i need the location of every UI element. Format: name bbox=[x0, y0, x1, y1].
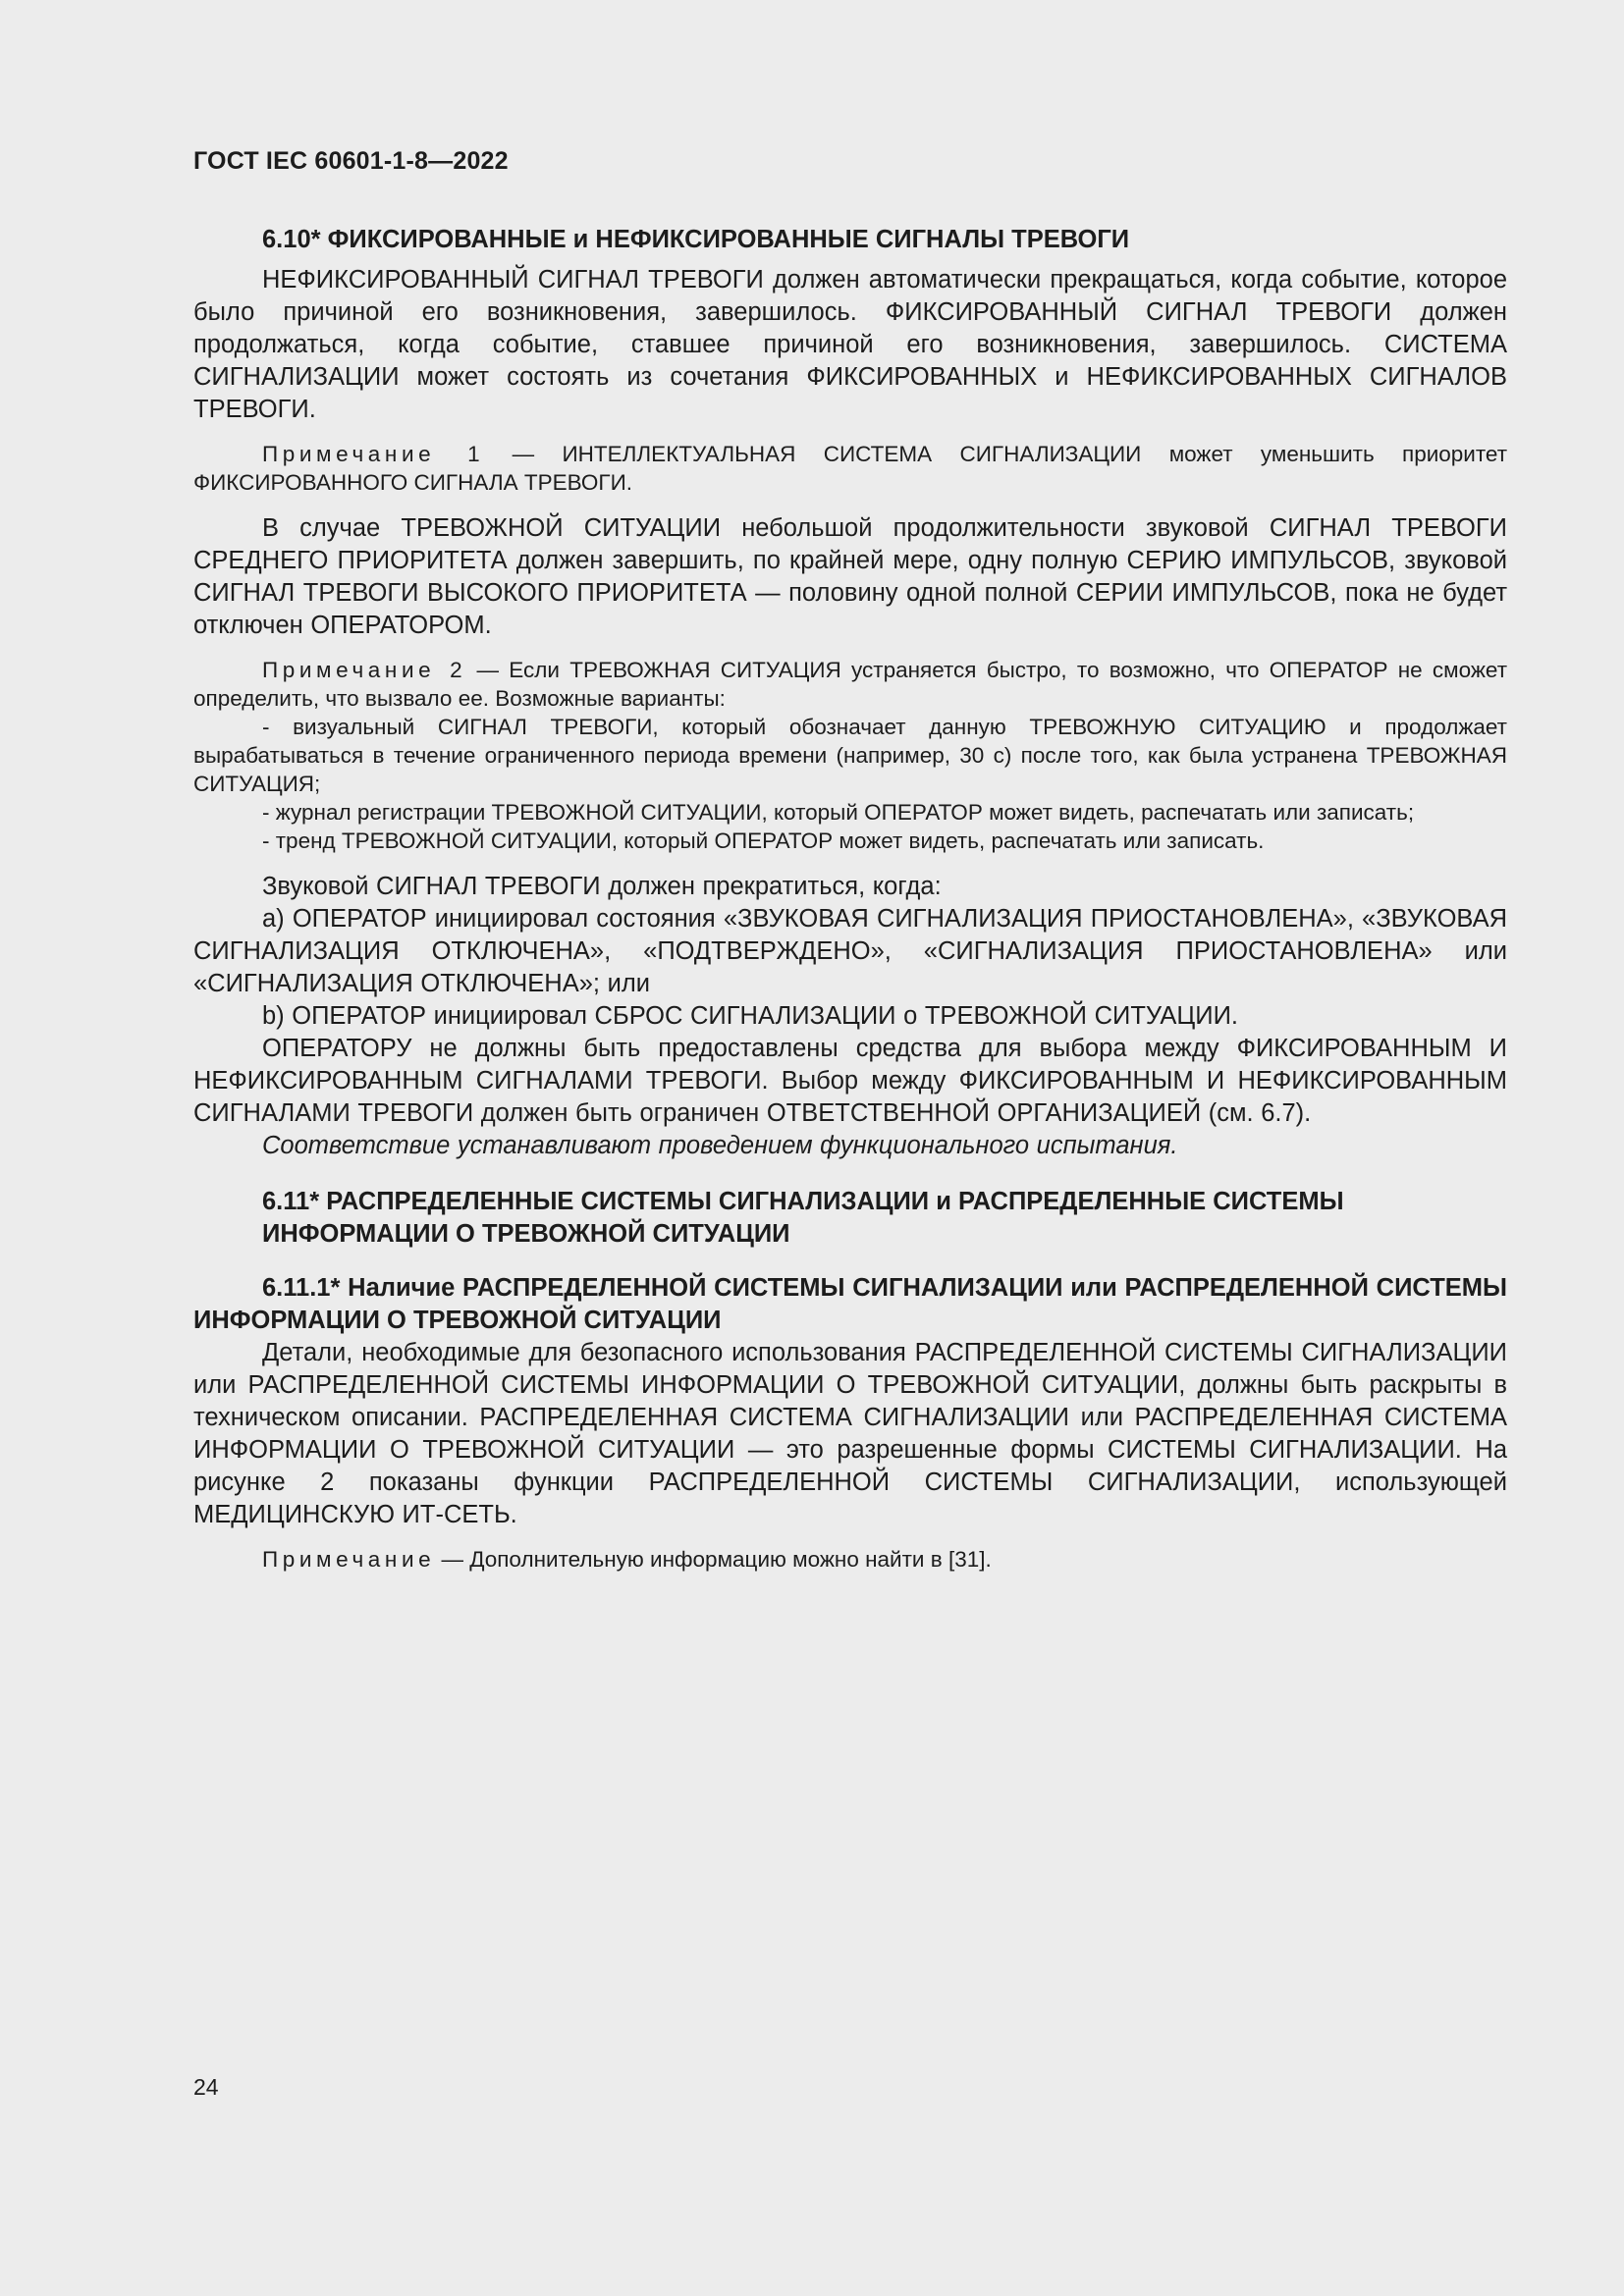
note-3 bbox=[193, 1545, 1507, 1574]
section-6-10-paragraph-3: Звуковой СИГНАЛ ТРЕВОГИ должен прекратиться, когда: bbox=[262, 873, 942, 900]
note-2-text: — Если ТРЕВОЖНАЯ СИТУАЦИЯ устраняется быстро, то возможно, что ОПЕРАТОР не сможет определить, что вызвало ее. Возможные варианты: bbox=[193, 658, 1508, 711]
section-6-10-paragraph-4: ОПЕРАТОРУ не должны быть предоставлены средства для выбора между ФИКСИРОВАННЫМ И НЕФИКСИРОВАННЫМ СИГНАЛАМИ ТРЕВОГИ. Выбор между ФИКСИРОВАННЫМ И НЕФИКСИРОВАННЫМ СИГНАЛАМИ ТРЕВОГИ должен быть ограничен ОТВЕТСТВЕННОЙ ОРГАНИЗАЦИЕЙ (см. 6.7). bbox=[193, 1035, 1507, 1127]
section-6-10-title: 6.10* ФИКСИРОВАННЫЕ и НЕФИКСИРОВАННЫЕ СИГНАЛЫ ТРЕВОГИ bbox=[262, 226, 1130, 253]
note-2-label: Примечание 2 bbox=[262, 658, 467, 682]
note-2-bullet: - тренд ТРЕВОЖНОЙ СИТУАЦИИ, который ОПЕРАТОР может видеть, распечатать или записать. bbox=[262, 828, 1265, 853]
note-3-text: — Дополнительную информацию можно найти в [31]. bbox=[435, 1547, 992, 1572]
note-1 bbox=[193, 440, 1507, 497]
section-6-11-1-title: 6.11.1* Наличие РАСПРЕДЕЛЕННОЙ СИСТЕМЫ СИГНАЛИЗАЦИИ или РАСПРЕДЕЛЕННОЙ СИСТЕМЫ ИНФОРМАЦИИ О ТРЕВОЖНОЙ СИТУАЦИИ bbox=[193, 1274, 1507, 1334]
note-3-label: Примечание bbox=[262, 1547, 436, 1572]
list-item-b: b) ОПЕРАТОР инициировал СБРОС СИГНАЛИЗАЦИИ о ТРЕВОЖНОЙ СИТУАЦИИ. bbox=[262, 1002, 1239, 1030]
section-6-10-paragraph-2: В случае ТРЕВОЖНОЙ СИТУАЦИИ небольшой продолжительности звуковой СИГНАЛ ТРЕВОГИ СРЕДНЕГО ПРИОРИТЕТА должен завершить, по крайней мере, одну полную СЕРИЮ ИМПУЛЬСОВ, звуковой СИГНАЛ ТРЕВОГИ ВЫСОКОГО ПРИОРИТЕТА — половину одной полной СЕРИИ ИМПУЛЬСОВ, пока не будет отключен ОПЕРАТОРОМ. bbox=[193, 514, 1507, 639]
note-2-bullet: - визуальный СИГНАЛ ТРЕВОГИ, который обозначает данную ТРЕВОЖНУЮ СИТУАЦИЮ и продолжает вырабатываться в течение ограниченного периода времени (например, 30 с) после того, как была устранена ТРЕВОЖНАЯ СИТУАЦИЯ; bbox=[193, 715, 1507, 796]
section-6-10-paragraph-1: НЕФИКСИРОВАННЫЙ СИГНАЛ ТРЕВОГИ должен автоматически прекращаться, когда событие, которое было причиной его возникновения, завершилось. ФИКСИРОВАННЫЙ СИГНАЛ ТРЕВОГИ должен продолжаться, когда событие, ставшее причиной его возникновения, завершилось. СИСТЕМА СИГНАЛИЗАЦИИ может состоять из сочетания ФИКСИРОВАННЫХ и НЕФИКСИРОВАННЫХ СИГНАЛОВ ТРЕВОГИ. bbox=[193, 266, 1507, 423]
note-1-text: — ИНТЕЛЛЕКТУАЛЬНАЯ СИСТЕМА СИГНАЛИЗАЦИИ может уменьшить приоритет ФИКСИРОВАННОГО СИГНАЛА ТРЕВОГИ. bbox=[193, 442, 1507, 495]
page-number: 24 bbox=[193, 2074, 219, 2100]
note-1-label: Примечание 1 bbox=[262, 442, 485, 466]
document-code-header: ГОСТ IEC 60601-1-8—2022 bbox=[193, 147, 509, 175]
note-2-bullet: - журнал регистрации ТРЕВОЖНОЙ СИТУАЦИИ, который ОПЕРАТОР может видеть, распечатать или записать; bbox=[262, 800, 1415, 825]
page-content bbox=[193, 224, 1507, 1574]
section-6-11-1-paragraph: Детали, необходимые для безопасного использования РАСПРЕДЕЛЕННОЙ СИСТЕМЫ СИГНАЛИЗАЦИИ или РАСПРЕДЕЛЕННОЙ СИСТЕМЫ ИНФОРМАЦИИ О ТРЕВОЖНОЙ СИТУАЦИИ, должны быть раскрыты в техническом описании. РАСПРЕДЕЛЕННАЯ СИСТЕМА СИГНАЛИЗАЦИИ или РАСПРЕДЕЛЕННАЯ СИСТЕМА ИНФОРМАЦИИ О ТРЕВОЖНОЙ СИТУАЦИИ — это разрешенные формы СИСТЕМЫ СИГНАЛИЗАЦИИ. На рисунке 2 показаны функции РАСПРЕДЕЛЕННОЙ СИСТЕМЫ СИГНАЛИЗАЦИИ, использующей МЕДИЦИНСКУЮ ИТ-СЕТЬ. bbox=[193, 1339, 1507, 1528]
note-2 bbox=[193, 656, 1507, 713]
compliance-statement: Соответствие устанавливают проведением функционального испытания. bbox=[262, 1132, 1178, 1159]
list-item-a: a) ОПЕРАТОР инициировал состояния «ЗВУКОВАЯ СИГНАЛИЗАЦИЯ ПРИОСТАНОВЛЕНА», «ЗВУКОВАЯ СИГНАЛИЗАЦИЯ ОТКЛЮЧЕНА», «ПОДТВЕРЖДЕНО», «СИГНАЛИЗАЦИЯ ПРИОСТАНОВЛЕНА» или «СИГНАЛИЗАЦИЯ ОТКЛЮЧЕНА»; или bbox=[193, 905, 1507, 997]
section-6-11-title: 6.11* РАСПРЕДЕЛЕННЫЕ СИСТЕМЫ СИГНАЛИЗАЦИИ и РАСПРЕДЕЛЕННЫЕ СИСТЕМЫ ИНФОРМАЦИИ О ТРЕВОЖНОЙ СИТУАЦИИ bbox=[262, 1188, 1344, 1248]
